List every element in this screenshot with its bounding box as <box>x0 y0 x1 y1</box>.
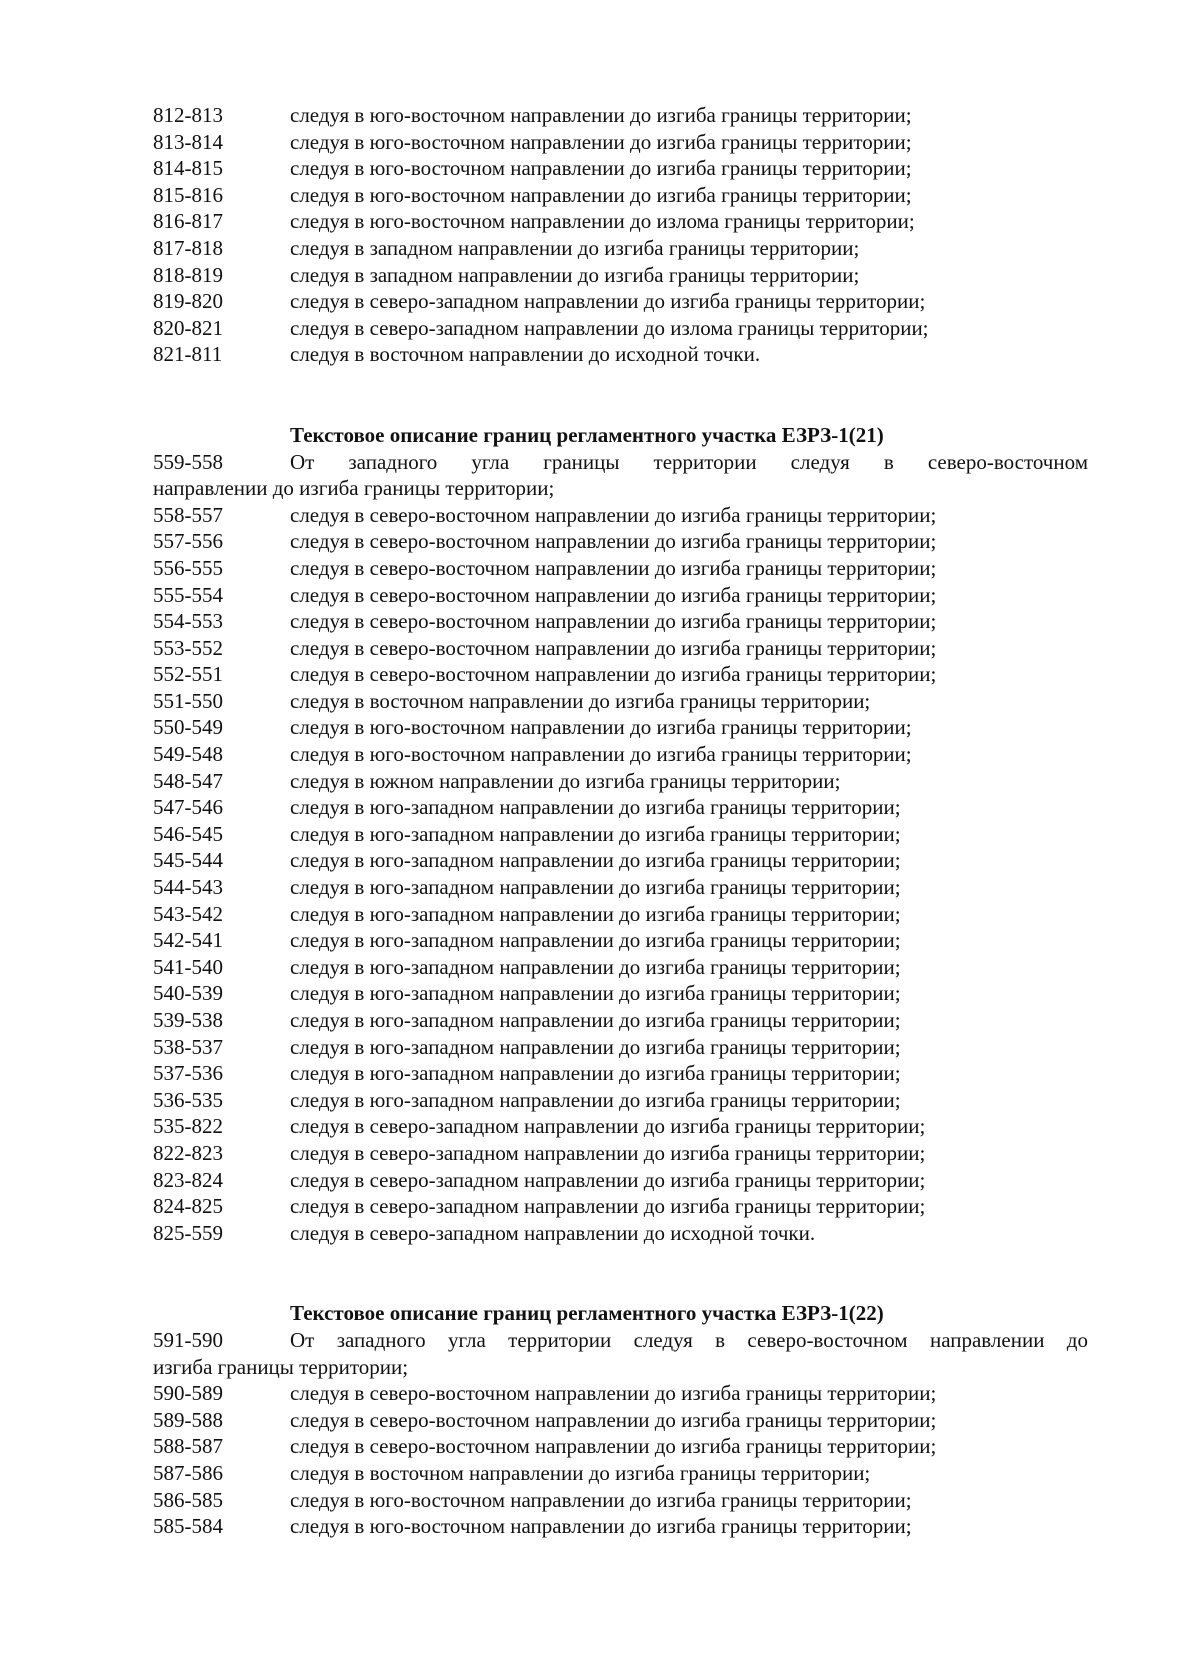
segment-description: следуя в западном направлении до изгиба границы территории; <box>290 235 860 260</box>
list-item <box>153 502 1088 529</box>
segment-number: 815-816 <box>153 182 223 207</box>
segment-number: 823-824 <box>153 1167 223 1192</box>
segment-number: 587-586 <box>153 1460 223 1485</box>
segment-number: 549-548 <box>153 742 223 767</box>
segment-number: 821-811 <box>153 342 223 367</box>
segment-number: 814-815 <box>153 156 223 181</box>
segment-description: следуя в юго-восточном направлении до изгиба границы территории; <box>290 129 912 154</box>
list-item <box>153 688 1088 715</box>
segment-description: следуя в восточном направлении до изгиба границы территории; <box>290 1460 871 1485</box>
segment-description: следуя в северо-западном направлении до изгиба границы территории; <box>290 1167 926 1192</box>
segment-number: 554-553 <box>153 609 223 634</box>
list-item <box>153 714 1088 741</box>
segment-description: следуя в юго-западном направлении до изгиба границы территории; <box>290 821 901 846</box>
lead-row <box>153 1327 1088 1354</box>
segment-description: следуя в северо-восточном направлении до изгиба границы территории; <box>290 582 937 607</box>
segment-description: следуя в юго-восточном направлении до излома границы территории; <box>290 209 915 234</box>
list-item <box>153 1380 1088 1407</box>
segment-description: следуя в юго-западном направлении до изгиба границы территории; <box>290 1008 901 1032</box>
segment-description: следуя в северо-западном направлении до изгиба границы территории; <box>290 1114 926 1139</box>
list-item <box>153 927 1088 954</box>
segment-description: следуя в северо-восточном направлении до изгиба границы территории; <box>290 635 937 660</box>
section-gap <box>153 368 1088 422</box>
list-item <box>153 262 1088 289</box>
list-item <box>153 1513 1088 1540</box>
segment-number: 588-587 <box>153 1434 223 1459</box>
segment-description: следуя в восточном направлении до изгиба границы территории; <box>290 688 871 713</box>
segment-description: От западного угла территории следуя в северо-восточном направлении до <box>290 1327 1088 1352</box>
lead-row <box>153 449 1088 476</box>
list-item <box>153 1060 1088 1087</box>
segment-description: следуя в западном направлении до изгиба границы территории; <box>290 262 860 287</box>
segment-number: 535-822 <box>153 1114 223 1139</box>
segment-number: 541-540 <box>153 954 223 979</box>
segment-description: следуя в юго-западном направлении до изгиба границы территории; <box>290 954 901 979</box>
list-item <box>153 741 1088 768</box>
segment-number: 551-550 <box>153 688 223 713</box>
segment-number: 589-588 <box>153 1407 223 1432</box>
list-item <box>153 129 1088 156</box>
list-item <box>153 901 1088 928</box>
segment-description: следуя в юго-западном направлении до изгиба границы территории; <box>290 928 901 953</box>
list-item <box>153 288 1088 315</box>
segment-number: 820-821 <box>153 315 223 340</box>
list-item <box>153 1487 1088 1514</box>
segment-description: следуя в юго-восточном направлении до изгиба границы территории; <box>290 1514 912 1539</box>
segment-number: 590-589 <box>153 1381 223 1406</box>
segment-description: следуя в северо-западном направлении до изгиба границы территории; <box>290 1140 926 1165</box>
segment-description: следуя в юго-западном направлении до изгиба границы территории; <box>290 1087 901 1112</box>
segment-number: 556-555 <box>153 555 223 580</box>
boundary-list-section21 <box>153 502 1088 1247</box>
segment-number: 819-820 <box>153 289 223 314</box>
list-item <box>153 1220 1088 1247</box>
list-item <box>153 555 1088 582</box>
list-item <box>153 1007 1088 1034</box>
segment-number: 591-590 <box>153 1327 223 1352</box>
segment-number: 546-545 <box>153 821 223 846</box>
segment-description: следуя в северо-восточном направлении до изгиба границы территории; <box>290 529 937 554</box>
list-item <box>153 102 1088 129</box>
segment-number: 825-559 <box>153 1220 223 1245</box>
segment-description: следуя в юго-восточном направлении до изгиба границы территории; <box>290 742 912 767</box>
segment-description: следуя в юго-восточном направлении до изгиба границы территории; <box>290 715 912 740</box>
segment-description: следуя в юго-западном направлении до изгиба границы территории; <box>290 901 901 926</box>
list-item <box>153 1193 1088 1220</box>
list-item <box>153 528 1088 555</box>
segment-number: 538-537 <box>153 1034 223 1059</box>
segment-number: 812-813 <box>153 103 223 127</box>
list-item <box>153 182 1088 209</box>
segment-description: следуя в юго-восточном направлении до изгиба границы территории; <box>290 103 912 127</box>
segment-description: следуя в северо-восточном направлении до изгиба границы территории; <box>290 555 937 580</box>
segment-number: 547-546 <box>153 795 223 820</box>
list-item <box>153 1433 1088 1460</box>
list-item <box>153 794 1088 821</box>
segment-number: 544-543 <box>153 875 223 900</box>
list-item <box>153 874 1088 901</box>
list-item <box>153 1034 1088 1061</box>
segment-number: 545-544 <box>153 848 223 873</box>
segment-description: следуя в юго-восточном направлении до изгиба границы территории; <box>290 156 912 181</box>
segment-number: 822-823 <box>153 1140 223 1165</box>
section-21 <box>153 422 1088 1246</box>
segment-description: следуя в северо-западном направлении до исходной точки. <box>290 1220 816 1245</box>
segment-number: 586-585 <box>153 1487 223 1512</box>
segment-description: следуя в северо-западном направлении до излома границы территории; <box>290 315 929 340</box>
segment-number: 553-552 <box>153 635 223 660</box>
lead-continuation: направлении до изгиба границы территории; <box>153 476 555 501</box>
list-item <box>153 315 1088 342</box>
segment-description: следуя в юго-восточном направлении до изгиба границы территории; <box>290 182 912 207</box>
section-heading: Текстовое описание границ регламентного участка ЕЗРЗ-1(22) <box>290 1301 884 1326</box>
segment-description: следуя в юго-западном направлении до изгиба границы территории; <box>290 795 901 820</box>
segment-number: 539-538 <box>153 1008 223 1032</box>
list-item <box>153 155 1088 182</box>
segment-description: следуя в северо-западном направлении до изгиба границы территории; <box>290 1194 926 1219</box>
segment-number: 559-558 <box>153 449 223 474</box>
list-item <box>153 1460 1088 1487</box>
list-item <box>153 847 1088 874</box>
list-item <box>153 1167 1088 1194</box>
section-gap <box>153 1246 1088 1300</box>
list-item <box>153 821 1088 848</box>
segment-description: следуя в юго-западном направлении до изгиба границы территории; <box>290 848 901 873</box>
list-item <box>153 608 1088 635</box>
segment-number: 555-554 <box>153 582 223 607</box>
segment-number: 548-547 <box>153 768 223 793</box>
segment-description: следуя в южном направлении до изгиба границы территории; <box>290 768 841 793</box>
list-item <box>153 954 1088 981</box>
segment-description: следуя в восточном направлении до исходной точки. <box>290 342 761 367</box>
segment-number: 558-557 <box>153 502 223 527</box>
segment-number: 537-536 <box>153 1061 223 1086</box>
segment-description: следуя в северо-восточном направлении до изгиба границы территории; <box>290 502 937 527</box>
segment-description: От западного угла границы территории следуя в северо-восточном <box>290 449 1088 474</box>
document-page <box>153 102 1088 1540</box>
lead-continuation: изгиба границы территории; <box>153 1354 409 1379</box>
section-heading: Текстовое описание границ регламентного участка ЕЗРЗ-1(21) <box>290 422 884 447</box>
segment-number: 824-825 <box>153 1194 223 1219</box>
segment-description: следуя в северо-восточном направлении до изгиба границы территории; <box>290 662 937 687</box>
list-item <box>153 582 1088 609</box>
boundary-list-block1 <box>153 102 1088 368</box>
list-item <box>153 635 1088 662</box>
list-item <box>153 768 1088 795</box>
segment-number: 540-539 <box>153 981 223 1006</box>
list-item <box>153 1407 1088 1434</box>
segment-number: 817-818 <box>153 235 223 260</box>
segment-description: следуя в юго-западном направлении до изгиба границы территории; <box>290 1061 901 1086</box>
list-item <box>153 661 1088 688</box>
segment-number: 813-814 <box>153 129 223 154</box>
list-item <box>153 1087 1088 1114</box>
segment-description: следуя в юго-западном направлении до изгиба границы территории; <box>290 875 901 900</box>
segment-number: 818-819 <box>153 262 223 287</box>
segment-description: следуя в северо-восточном направлении до изгиба границы территории; <box>290 1381 937 1406</box>
segment-description: следуя в северо-восточном направлении до изгиба границы территории; <box>290 1407 937 1432</box>
segment-number: 543-542 <box>153 901 223 926</box>
list-item <box>153 1140 1088 1167</box>
segment-description: следуя в юго-западном направлении до изгиба границы территории; <box>290 1034 901 1059</box>
segment-number: 542-541 <box>153 928 223 953</box>
segment-number: 816-817 <box>153 209 223 234</box>
list-item <box>153 208 1088 235</box>
segment-description: следуя в юго-восточном направлении до изгиба границы территории; <box>290 1487 912 1512</box>
list-item <box>153 235 1088 262</box>
list-item <box>153 341 1088 368</box>
list-item <box>153 980 1088 1007</box>
segment-description: следуя в юго-западном направлении до изгиба границы территории; <box>290 981 901 1006</box>
segment-number: 585-584 <box>153 1514 223 1539</box>
segment-description: следуя в северо-восточном направлении до изгиба границы территории; <box>290 609 937 634</box>
segment-description: следуя в северо-западном направлении до изгиба границы территории; <box>290 289 926 314</box>
segment-number: 536-535 <box>153 1087 223 1112</box>
segment-number: 552-551 <box>153 662 223 687</box>
boundary-list-section22 <box>153 1380 1088 1540</box>
segment-number: 550-549 <box>153 715 223 740</box>
section-22 <box>153 1300 1088 1539</box>
segment-number: 557-556 <box>153 529 223 554</box>
list-item <box>153 1113 1088 1140</box>
segment-description: следуя в северо-восточном направлении до изгиба границы территории; <box>290 1434 937 1459</box>
